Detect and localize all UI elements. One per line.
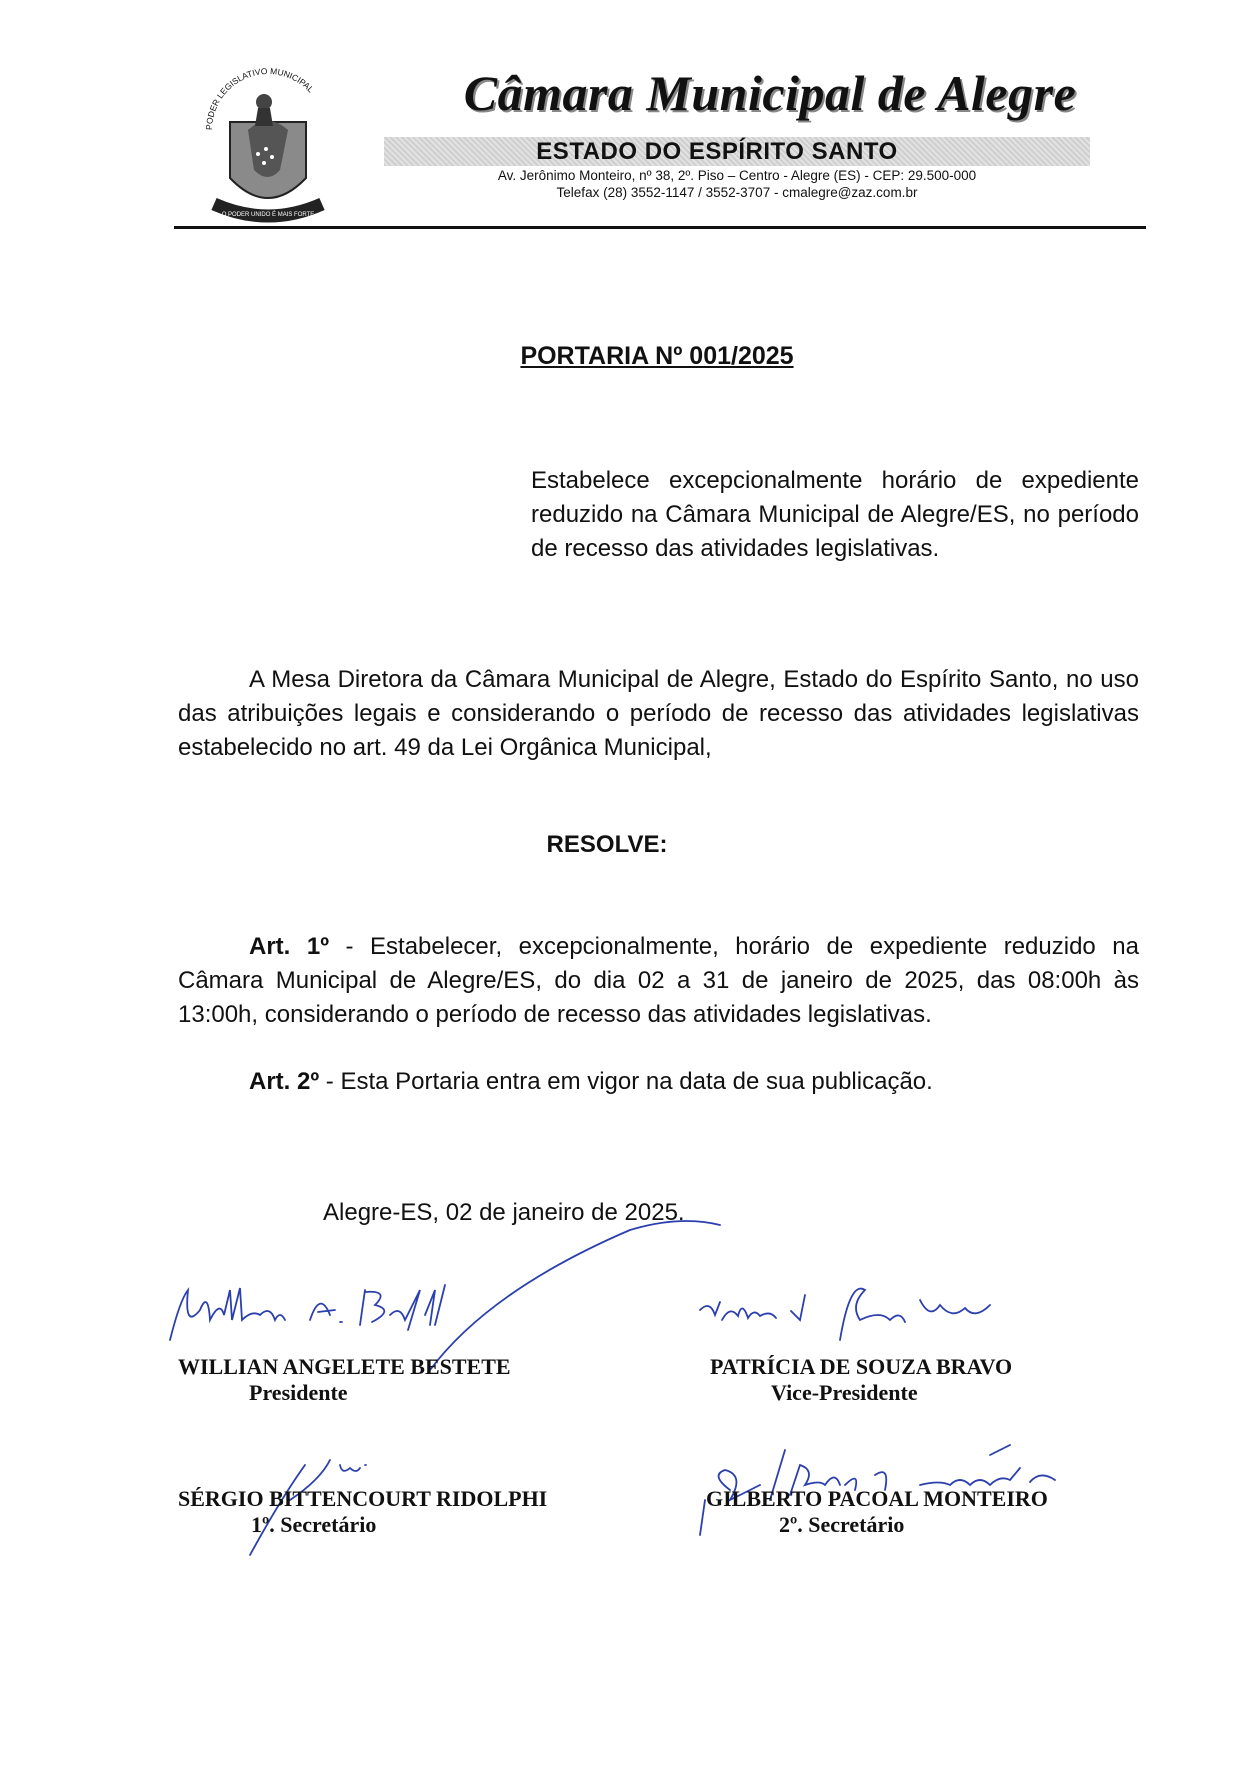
signatory-name: SÉRGIO BITTENCOURT RIDOLPHI [178,1486,548,1511]
seal-lettering: PODER LEGISLATIVO MUNICIPAL [204,65,316,131]
signatory-role: Vice-Presidente [771,1380,918,1405]
contact-info: Telefax (28) 3552-1147 / 3552-3707 - cmalegre@zaz.com.br [556,185,918,200]
signatory-role: 1º. Secretário [251,1512,377,1537]
state-band [384,137,1090,166]
seal-motto: O PODER UNIDO É MAIS FORTE [221,212,315,218]
preamble: A Mesa Diretora da Câmara Municipal de Alegre, Estado do Espírito Santo, no uso das atribuições legais e considerando o período de recesso das atividades legislativas estabelecido no art. 49 da Lei Orgânica Municipal, [178,666,1139,761]
article-2-text: - Esta Portaria entra em vigor na data de sua publicação. [319,1068,933,1095]
signatory-second-secretary [706,1486,1048,1538]
state-name: ESTADO DO ESPÍRITO SANTO [536,138,898,165]
signatory-role: Presidente [249,1380,348,1405]
resolve-heading: RESOLVE: [546,831,668,858]
signatory-vice-president [710,1354,1012,1406]
document-heading: PORTARIA Nº 001/2025 [520,342,794,370]
article-1-text: - Estabelecer, excepcionalmente, horário de expediente reduzido na Câmara Municipal de Alegre/ES, do dia 02 a 31 de janeiro de 2025, das 08:00h às 13:00h, considerando o período de recesso das atividades legislativas. [178,933,1139,1028]
header-divider [174,226,1146,229]
chamber-title: Câmara Municipal de Alegre [463,65,1077,121]
article-1 [178,930,1139,1032]
signatory-name: GILBERTO PACOAL MONTEIRO [706,1486,1048,1511]
signature-patricia [690,1280,1110,1360]
summary: Estabelece excepcionalmente horário de expediente reduzido na Câmara Municipal de Alegre/ES, no período de recesso das atividades legislativas. [531,467,1139,562]
chamber-seal-logo [204,56,332,224]
article-2 [178,1065,1139,1099]
signatory-role: 2º. Secretário [779,1512,905,1537]
signatory-president [178,1354,511,1406]
article-1-label: Art. 1º [249,933,329,960]
place-date: Alegre-ES, 02 de janeiro de 2025. [323,1199,685,1226]
signatory-name: WILLIAN ANGELETE BESTETE [178,1354,511,1379]
address: Av. Jerônimo Monteiro, nº 38, 2º. Piso – Centro - Alegre (ES) - CEP: 29.500-000 [497,168,977,183]
signatory-name: PATRÍCIA DE SOUZA BRAVO [710,1354,1013,1379]
article-2-label: Art. 2º [249,1068,320,1095]
signatory-first-secretary [178,1486,547,1538]
